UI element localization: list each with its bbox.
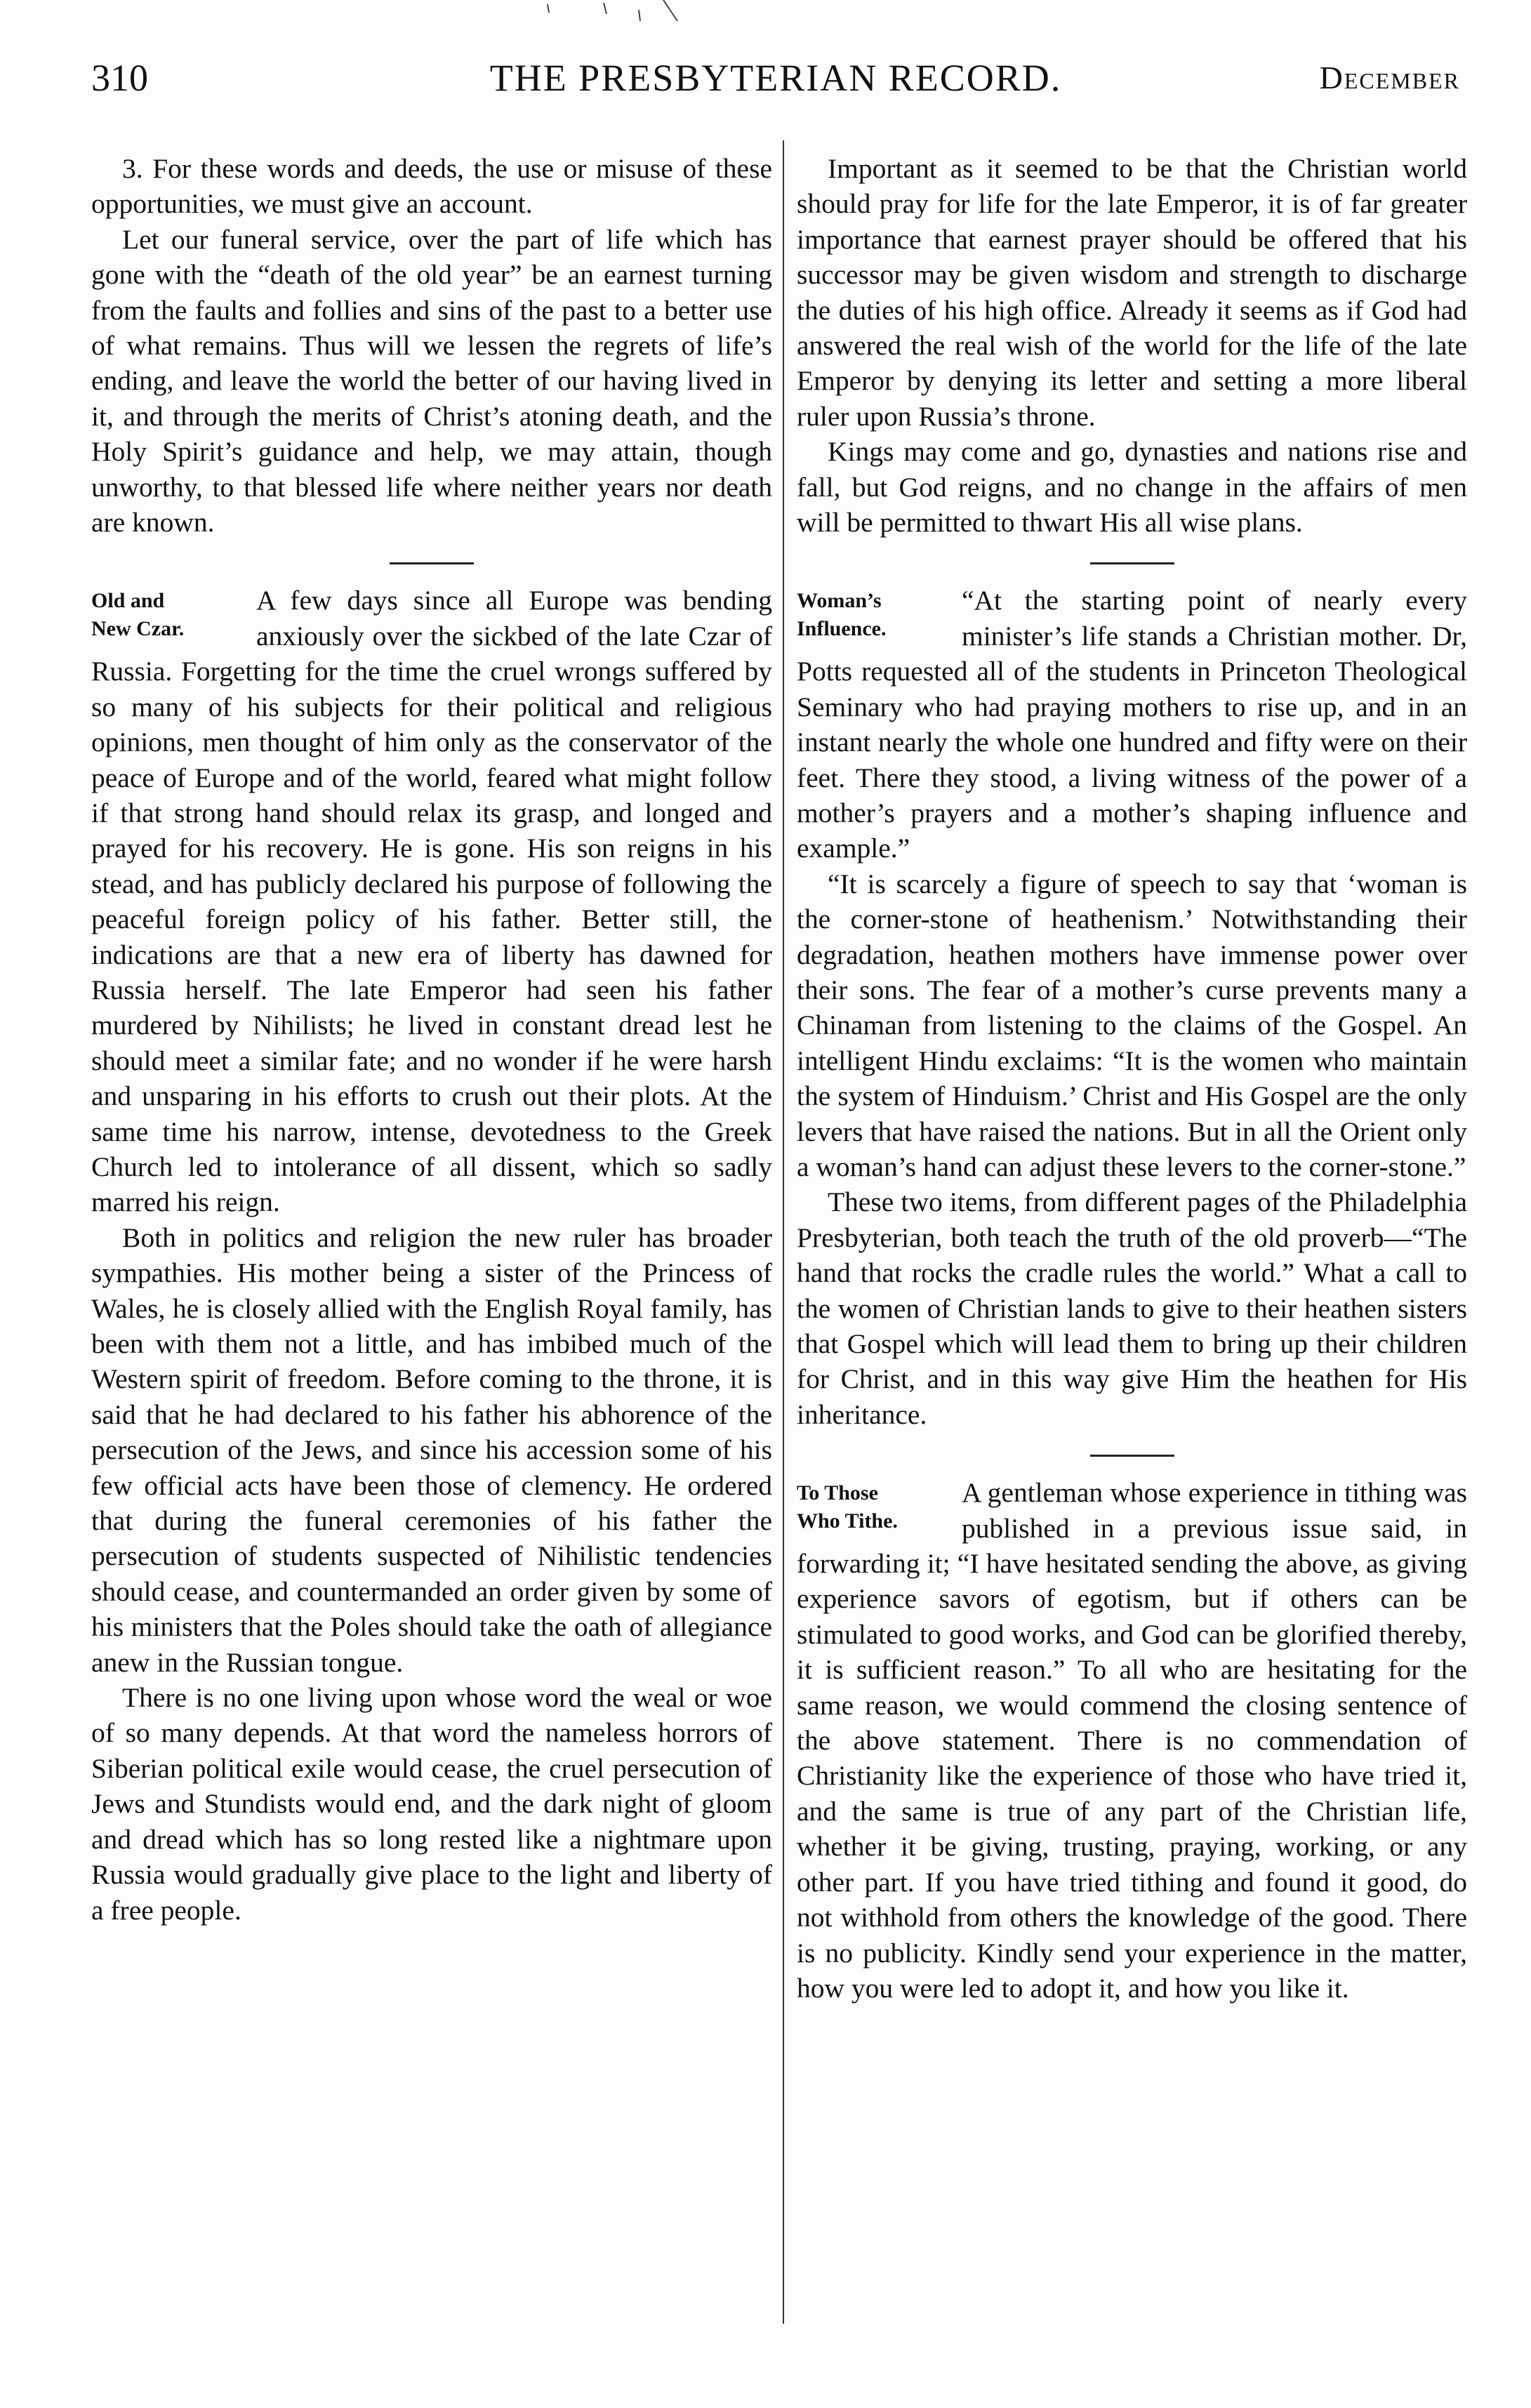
page-header (91, 49, 1460, 112)
paragraph: Kings may come and go, dynasties and nations rise and fall, but God reigns, and no change in the affairs of men will be permitted to thwart His all wise plans. (797, 436, 1467, 538)
right-column (797, 151, 1467, 2006)
paragraph: Let our funeral service, over the part of life which has gone with the “death of the old year” be an earnest turning from the faults and follies and sins of the past to a better use of what remains. Thus will we lessen the regrets of life’s ending, and leave the world the better of our having lived in it, and through the merits of Christ’s atoning death, and the Holy Spirit’s guidance and help, we may attain, though unworthy, to that blessed life where neither years nor death are known. (91, 223, 772, 538)
paragraph: “At the starting point of nearly every minister’s life stands a Christian mother. Dr, Potts requested all of the students in Princeton Theological Seminary who had praying mothers to rise up, and in an instant nearly the whole one hundred and fifty were on their feet. There they stood, a living witness of the power of a mother’s prayers and a mother’s shaping influence and example.” (797, 585, 1467, 864)
paragraph: 3. For these words and deeds, the use or misuse of these opportunities, we must give an account. (91, 153, 772, 220)
publication-title: THE PRESBYTERIAN RECORD. (489, 57, 1062, 99)
side-heading-line: Who Tithe. (797, 1509, 898, 1533)
side-heading-line: Old and (91, 589, 165, 613)
section-separator (1090, 562, 1174, 564)
left-column (91, 151, 772, 1928)
column-divider (783, 140, 784, 2324)
side-heading-line: New Czar. (91, 617, 185, 641)
section-separator (1090, 1455, 1174, 1457)
page-number: 310 (91, 57, 148, 99)
side-heading-line: Influence. (797, 617, 887, 641)
scan-marks (533, 0, 716, 35)
side-heading-czar (91, 587, 242, 643)
paragraph: “It is scarcely a figure of speech to say that ‘woman is the corner-stone of heathenism.’ Notwithstanding their degradation, heathen mothers have immense power over their sons. The fear of a mother’s curse prevents many a Chinaman from listening to the claims of the Gospel. An intelligent Hindu exclaims: “It is the women who maintain the system of Hinduism.’ Christ and His Gospel are the only levers that have raised the nations. But in all the Orient only a woman’s hand can adjust these levers to the corner-stone.” (797, 868, 1467, 1182)
side-heading-line: Woman’s (797, 589, 882, 613)
side-heading-woman (797, 587, 948, 643)
paragraph: A few days since all Europe was bending anxiously over the sickbed of the late Czar of Russia. Forgetting for the time the cruel wrongs suffered by so many of his subjects for their political and religious opinions, men thought of him only as the conservator of the peace of Europe and of the world, feared what might follow if that strong hand should relax its grasp, and longed and prayed for his recovery. He is gone. His son reigns in his stead, and has publicly declared his purpose of following the peaceful foreign policy of his father. Better still, the indications are that a new era of liberty has dawned for Russia herself. The late Emperor had seen his father murdered by Nihilists; he lived in constant dread lest he should meet a similar fate; and no wonder if he were harsh and unsparing in his efforts to crush out their plots. At the same time his narrow, intense, devotedness to the Greek Church led to intolerance of all dissent, which so sadly marred his reign. (91, 585, 772, 1218)
paragraph: Both in politics and religion the new ruler has broader sympathies. His mother being a sister of the Princess of Wales, he is closely allied with the English Royal family, has been with them not a little, and has imbibed much of the Western spirit of freedom. Before coming to the throne, it is said that he had declared to his father his abhorence of the persecution of the Jews, and since his accession some of his few official acts have been those of clemency. He ordered that during the funeral ceremonies of his father the persecution of students suspected of Nihilistic tendencies should cease, and countermanded an order given by some of his ministers that the Poles should take the oath of allegiance anew in the Russian tongue. (91, 1222, 772, 1678)
paragraph: Important as it seemed to be that the Christian world should pray for life for the late Emperor, it is of far greater importance that earnest prayer should be offered that his successor may be given wisdom and strength to discharge the duties of his high office. Already it seems as if God had answered the real wish of the world for the life of the late Emperor by denying its letter and setting a more liberal ruler upon Russia’s throne. (797, 153, 1467, 432)
paragraph: A gentleman whose experience in tithing was published in a previous issue said, in forwarding it; “I have hesitated sending the above, as giving experience savors of egotism, but if others can be stimulated to good works, and God can be glorified thereby, it is sufficient reason.” To all who are hesitating for the same reason, we would commend the closing sentence of the above statement. There is no commendation of Christianity like the experience of those who have tried it, and the same is true of any part of the Christian life, whether it be giving, trusting, praying, working, or any other part. If you have tried tithing and found it good, do not withhold from others the knowledge of the good. There is no publicity. Kindly send your experience in the matter, how you were led to adopt it, and how you like it. (797, 1477, 1467, 2004)
page-month: December (1319, 60, 1460, 95)
paragraph: These two items, from different pages of the Philadelphia Presbyterian, both teach the truth of the old proverb—“The hand that rocks the cradle rules the world.” What a call to the women of Christian lands to give to their heathen sisters that Gospel which will lead them to bring up their children for Christ, and in this way give Him the heathen for His inheritance. (797, 1186, 1467, 1430)
section-separator (390, 562, 474, 564)
side-heading-tithe (797, 1479, 948, 1535)
side-heading-line: To Those (797, 1481, 878, 1505)
paragraph: There is no one living upon whose word the weal or woe of so many depends. At that word the nameless horrors of Siberian political exile would cease, the cruel persecution of Jews and Stundists would end, and the dark night of gloom and dread which has so long rested like a nightmare upon Russia would gradually give place to the light and liberty of a free people. (91, 1682, 772, 1926)
